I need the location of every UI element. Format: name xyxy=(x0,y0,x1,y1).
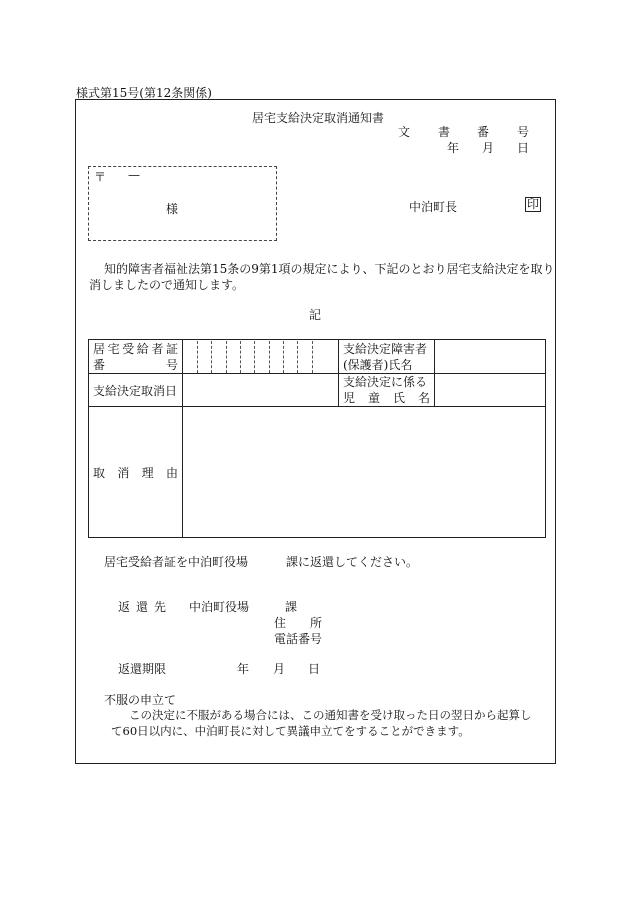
postal-dash: — xyxy=(128,168,140,182)
doc-number-char-2: 書 xyxy=(438,125,451,139)
cert-digit-box[interactable] xyxy=(270,341,284,373)
cancel-date-field[interactable] xyxy=(183,374,339,407)
cert-number-label: 居 宅 受 給 者 証 番 号 xyxy=(89,340,183,374)
deadline-year: 年 xyxy=(237,662,250,676)
address-label-char-2: 所 xyxy=(310,616,323,630)
return-instruction-part-2: 課に返還してください。 xyxy=(286,555,419,569)
return-to-char-2: 還 xyxy=(136,600,149,614)
body-text-line-1: 知的障害者福祉法第15条の9第1項の規定により、下記のとおり居宅支給決定を取り xyxy=(104,262,555,276)
cancel-reason-label: 取 消 理 由 xyxy=(89,407,183,538)
child-name-label: 支給決定に係る 児 童 氏 名 xyxy=(339,374,435,407)
cert-digit-box[interactable] xyxy=(241,341,255,373)
document-title: 居宅支給決定取消通知書 xyxy=(252,111,385,125)
doc-number-char-3: 番 xyxy=(477,125,490,139)
date-year: 年 xyxy=(447,141,460,155)
doc-number-char-4: 号 xyxy=(517,125,530,139)
objection-heading: 不服の申立て xyxy=(104,693,177,707)
details-table xyxy=(88,339,546,538)
cert-digit-box[interactable] xyxy=(298,341,312,373)
date-month: 月 xyxy=(482,141,495,155)
guardian-name-label: 支給決定障害者 (保護者)氏名 xyxy=(339,340,435,374)
postal-mark-icon: 〒 xyxy=(94,170,107,184)
deadline-month: 月 xyxy=(273,662,286,676)
seal-icon: 印 xyxy=(526,197,539,211)
recipient-address-box xyxy=(88,166,277,241)
cancel-date-label: 支給決定取消日 xyxy=(89,374,183,407)
cert-digit-box[interactable] xyxy=(227,341,241,373)
objection-text-line-2: て60日以内に、中泊町長に対して異議申立てをすることができます。 xyxy=(111,724,470,738)
return-office: 中泊町役場 xyxy=(189,600,250,614)
deadline-day: 日 xyxy=(308,662,321,676)
body-text-line-2: 消しましたので通知します。 xyxy=(89,278,245,292)
cancel-reason-field[interactable] xyxy=(183,407,546,538)
guardian-name-field[interactable] xyxy=(435,340,546,374)
cert-number-field[interactable] xyxy=(183,340,339,374)
return-to-char-1: 返 xyxy=(118,600,131,614)
address-label-char-1: 住 xyxy=(274,616,287,630)
doc-number-char-1: 文 xyxy=(398,125,411,139)
recipient-suffix: 様 xyxy=(166,202,179,216)
cert-digit-box[interactable] xyxy=(284,341,298,373)
date-day: 日 xyxy=(517,141,530,155)
cert-digit-box[interactable] xyxy=(198,341,212,373)
return-instruction-part-1: 居宅受給者証を中泊町役場 xyxy=(104,555,249,569)
cert-digit-box[interactable] xyxy=(313,341,326,373)
deadline-label: 返還期限 xyxy=(118,662,167,676)
objection-text-line-1: この決定に不服がある場合には、この通知書を受け取った日の翌日から起算し xyxy=(129,708,532,722)
child-name-field[interactable] xyxy=(435,374,546,407)
issuer-name: 中泊町長 xyxy=(409,200,458,214)
form-label: 様式第15号(第12条関係) xyxy=(76,86,212,100)
ki-heading: 記 xyxy=(309,308,322,322)
return-to-char-3: 先 xyxy=(154,600,167,614)
phone-label: 電話番号 xyxy=(274,632,323,646)
cert-digit-box[interactable] xyxy=(255,341,269,373)
cert-digit-box[interactable] xyxy=(212,341,226,373)
return-section: 課 xyxy=(285,600,298,614)
